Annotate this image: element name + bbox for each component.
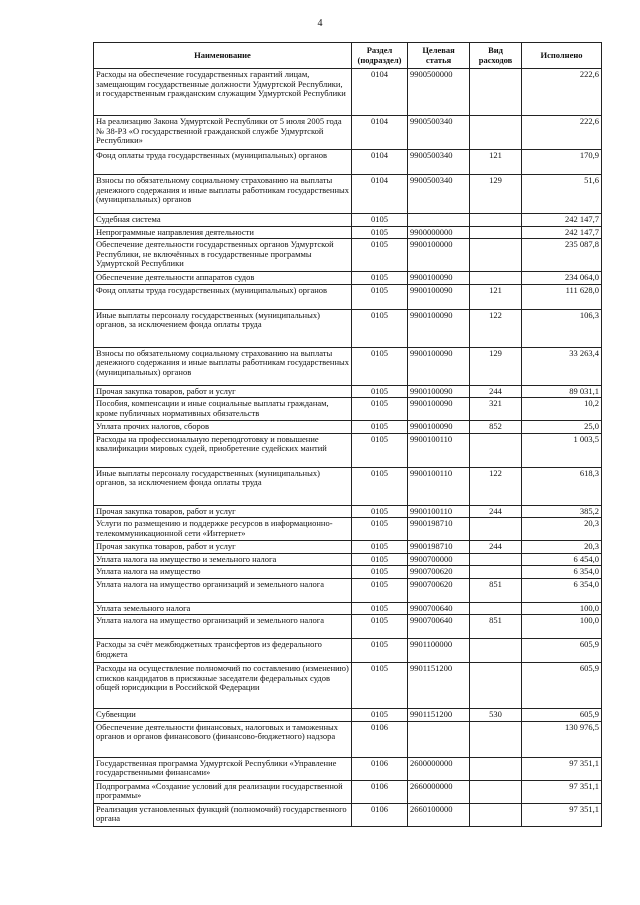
header-expense: Вид расходов bbox=[470, 43, 522, 69]
cell-expense bbox=[470, 239, 522, 272]
cell-target: 2660000000 bbox=[408, 780, 470, 803]
cell-name: Взносы по обязательному социальному страхованию на выплаты денежного содержания и иные выплаты работникам государственных (муниципальных) органов bbox=[94, 347, 352, 385]
cell-amount: 100,0 bbox=[522, 615, 602, 639]
cell-name: Расходы на профессиональную переподготовку и повышение квалификации мировых судей, приобретение судейских мантий bbox=[94, 433, 352, 467]
cell-target: 9901151200 bbox=[408, 709, 470, 722]
cell-target: 2660100000 bbox=[408, 803, 470, 826]
table-row bbox=[94, 239, 602, 272]
cell-name: Государственная программа Удмуртской Республики «Управление государственными финансами» bbox=[94, 757, 352, 780]
cell-target: 9900100110 bbox=[408, 467, 470, 505]
cell-name: Расходы за счёт межбюджетных трансфертов из федерального бюджета bbox=[94, 639, 352, 663]
cell-section: 0105 bbox=[352, 272, 408, 285]
cell-section: 0105 bbox=[352, 347, 408, 385]
cell-expense bbox=[470, 566, 522, 579]
cell-target: 9900100090 bbox=[408, 284, 470, 309]
cell-name: Реализация установленных функций (полномочий) государственного органа bbox=[94, 803, 352, 826]
cell-amount: 111 628,0 bbox=[522, 284, 602, 309]
cell-expense: 129 bbox=[470, 175, 522, 214]
cell-target: 9900500340 bbox=[408, 175, 470, 214]
cell-amount: 170,9 bbox=[522, 150, 602, 175]
header-target: Целевая статья bbox=[408, 43, 470, 69]
cell-amount: 106,3 bbox=[522, 309, 602, 347]
cell-name: Услуги по размещению и поддержке ресурсов в информационно-телекоммуникационной сети «Интернет» bbox=[94, 518, 352, 541]
cell-amount: 10,2 bbox=[522, 398, 602, 421]
cell-section: 0106 bbox=[352, 721, 408, 757]
table-row bbox=[94, 721, 602, 757]
cell-target: 9900100090 bbox=[408, 398, 470, 421]
table-row bbox=[94, 639, 602, 663]
cell-target: 9900100000 bbox=[408, 239, 470, 272]
cell-amount: 97 351,1 bbox=[522, 757, 602, 780]
cell-section: 0105 bbox=[352, 309, 408, 347]
cell-name: Фонд оплаты труда государственных (муниципальных) органов bbox=[94, 284, 352, 309]
cell-section: 0105 bbox=[352, 663, 408, 709]
page-number: 4 bbox=[317, 18, 323, 29]
cell-target: 9900700640 bbox=[408, 615, 470, 639]
cell-amount: 222,6 bbox=[522, 69, 602, 116]
cell-name: Расходы на осуществление полномочий по составлению (изменению) списков кандидатов в присяжные заседатели федеральных судов общей юрисдикции в Российской Федерации bbox=[94, 663, 352, 709]
cell-section: 0105 bbox=[352, 433, 408, 467]
cell-target: 9900100090 bbox=[408, 309, 470, 347]
cell-name: Иные выплаты персоналу государственных (муниципальных) органов, за исключением фонда оплаты труда bbox=[94, 467, 352, 505]
cell-target: 9901100000 bbox=[408, 639, 470, 663]
cell-section: 0105 bbox=[352, 553, 408, 566]
table-row bbox=[94, 214, 602, 227]
table-row bbox=[94, 385, 602, 398]
cell-expense: 121 bbox=[470, 284, 522, 309]
table-row bbox=[94, 518, 602, 541]
cell-expense bbox=[470, 803, 522, 826]
cell-section: 0104 bbox=[352, 116, 408, 150]
cell-name: Непрограммные направления деятельности bbox=[94, 226, 352, 239]
cell-section: 0105 bbox=[352, 284, 408, 309]
cell-amount: 618,3 bbox=[522, 467, 602, 505]
cell-expense bbox=[470, 721, 522, 757]
cell-section: 0105 bbox=[352, 239, 408, 272]
cell-amount: 20,3 bbox=[522, 541, 602, 554]
cell-section: 0105 bbox=[352, 467, 408, 505]
cell-expense: 852 bbox=[470, 421, 522, 434]
table-row bbox=[94, 467, 602, 505]
cell-name: Уплата налога на имущество bbox=[94, 566, 352, 579]
table-row bbox=[94, 553, 602, 566]
cell-amount: 97 351,1 bbox=[522, 803, 602, 826]
cell-amount: 222,6 bbox=[522, 116, 602, 150]
cell-name: Прочая закупка товаров, работ и услуг bbox=[94, 385, 352, 398]
cell-target: 9900500000 bbox=[408, 69, 470, 116]
cell-expense bbox=[470, 226, 522, 239]
cell-target: 9900700620 bbox=[408, 578, 470, 602]
cell-amount: 6 454,0 bbox=[522, 553, 602, 566]
table-row bbox=[94, 709, 602, 722]
table-row bbox=[94, 309, 602, 347]
cell-expense: 129 bbox=[470, 347, 522, 385]
budget-execution-table bbox=[93, 42, 602, 827]
table-row bbox=[94, 505, 602, 518]
table-row bbox=[94, 663, 602, 709]
cell-expense bbox=[470, 69, 522, 116]
cell-target: 9900100090 bbox=[408, 347, 470, 385]
table-row bbox=[94, 433, 602, 467]
table-row bbox=[94, 566, 602, 579]
cell-name: Уплата земельного налога bbox=[94, 602, 352, 615]
cell-amount: 605,9 bbox=[522, 663, 602, 709]
cell-expense bbox=[470, 602, 522, 615]
cell-expense bbox=[470, 433, 522, 467]
cell-expense: 244 bbox=[470, 505, 522, 518]
table-row bbox=[94, 347, 602, 385]
cell-expense: 851 bbox=[470, 615, 522, 639]
table-row bbox=[94, 116, 602, 150]
cell-section: 0105 bbox=[352, 385, 408, 398]
cell-name: Прочая закупка товаров, работ и услуг bbox=[94, 541, 352, 554]
table-row bbox=[94, 780, 602, 803]
header-name: Наименование bbox=[94, 43, 352, 69]
table-row bbox=[94, 272, 602, 285]
cell-section: 0104 bbox=[352, 69, 408, 116]
table-row bbox=[94, 284, 602, 309]
table-row bbox=[94, 69, 602, 116]
cell-amount: 6 354,0 bbox=[522, 566, 602, 579]
cell-section: 0105 bbox=[352, 226, 408, 239]
cell-expense bbox=[470, 272, 522, 285]
cell-expense bbox=[470, 757, 522, 780]
cell-section: 0105 bbox=[352, 639, 408, 663]
cell-expense: 122 bbox=[470, 467, 522, 505]
cell-section: 0105 bbox=[352, 214, 408, 227]
cell-expense: 122 bbox=[470, 309, 522, 347]
cell-expense: 244 bbox=[470, 541, 522, 554]
cell-target: 9900100090 bbox=[408, 385, 470, 398]
cell-target: 9900500340 bbox=[408, 116, 470, 150]
cell-target: 9900100110 bbox=[408, 433, 470, 467]
cell-amount: 235 087,8 bbox=[522, 239, 602, 272]
cell-amount: 242 147,7 bbox=[522, 226, 602, 239]
cell-expense bbox=[470, 553, 522, 566]
cell-amount: 100,0 bbox=[522, 602, 602, 615]
cell-target: 9900000000 bbox=[408, 226, 470, 239]
cell-name: Судебная система bbox=[94, 214, 352, 227]
cell-amount: 51,6 bbox=[522, 175, 602, 214]
cell-target: 9900700620 bbox=[408, 566, 470, 579]
cell-name: Подпрограмма «Создание условий для реализации государственной программы» bbox=[94, 780, 352, 803]
cell-expense: 244 bbox=[470, 385, 522, 398]
cell-section: 0105 bbox=[352, 421, 408, 434]
table-row bbox=[94, 803, 602, 826]
table-body bbox=[94, 69, 602, 827]
cell-target: 9901151200 bbox=[408, 663, 470, 709]
cell-name: Субвенции bbox=[94, 709, 352, 722]
cell-expense: 851 bbox=[470, 578, 522, 602]
cell-expense: 530 bbox=[470, 709, 522, 722]
cell-name: Обеспечение деятельности финансовых, налоговых и таможенных органов и органов финансового (финансово-бюджетного) надзора bbox=[94, 721, 352, 757]
cell-name: На реализацию Закона Удмуртской Республики от 5 июля 2005 года № 38-РЗ «О государственной гражданской службе Удмуртской Республики» bbox=[94, 116, 352, 150]
cell-section: 0106 bbox=[352, 757, 408, 780]
cell-target bbox=[408, 214, 470, 227]
cell-target bbox=[408, 721, 470, 757]
cell-name: Взносы по обязательному социальному страхованию на выплаты денежного содержания и иные выплаты работникам государственных (муниципальных) органов bbox=[94, 175, 352, 214]
cell-amount: 605,9 bbox=[522, 639, 602, 663]
cell-amount: 20,3 bbox=[522, 518, 602, 541]
cell-section: 0105 bbox=[352, 566, 408, 579]
cell-target: 9900198710 bbox=[408, 541, 470, 554]
table-row bbox=[94, 757, 602, 780]
cell-expense bbox=[470, 116, 522, 150]
table-row bbox=[94, 421, 602, 434]
header-section: Раздел (подраздел) bbox=[352, 43, 408, 69]
cell-section: 0106 bbox=[352, 803, 408, 826]
table-row bbox=[94, 398, 602, 421]
cell-name: Иные выплаты персоналу государственных (муниципальных) органов, за исключением фонда оплаты труда bbox=[94, 309, 352, 347]
cell-name: Пособия, компенсации и иные социальные выплаты гражданам, кроме публичных нормативных обязательств bbox=[94, 398, 352, 421]
cell-name: Уплата налога на имущество организаций и земельного налога bbox=[94, 615, 352, 639]
cell-expense: 121 bbox=[470, 150, 522, 175]
cell-amount: 25,0 bbox=[522, 421, 602, 434]
cell-target: 9900100110 bbox=[408, 505, 470, 518]
cell-expense bbox=[470, 780, 522, 803]
cell-expense bbox=[470, 663, 522, 709]
cell-expense: 321 bbox=[470, 398, 522, 421]
cell-target: 2600000000 bbox=[408, 757, 470, 780]
cell-target: 9900198710 bbox=[408, 518, 470, 541]
cell-name: Уплата налога на имущество и земельного налога bbox=[94, 553, 352, 566]
cell-name: Обеспечение деятельности государственных органов Удмуртской Республики, не включённых в государственные программы Удмуртской Республики bbox=[94, 239, 352, 272]
cell-section: 0105 bbox=[352, 398, 408, 421]
cell-section: 0105 bbox=[352, 578, 408, 602]
table-row bbox=[94, 615, 602, 639]
table-header-row bbox=[94, 43, 602, 69]
cell-section: 0105 bbox=[352, 518, 408, 541]
cell-amount: 1 003,5 bbox=[522, 433, 602, 467]
cell-amount: 234 064,0 bbox=[522, 272, 602, 285]
cell-target: 9900100090 bbox=[408, 272, 470, 285]
cell-expense bbox=[470, 214, 522, 227]
cell-section: 0104 bbox=[352, 175, 408, 214]
table-row bbox=[94, 175, 602, 214]
cell-target: 9900100090 bbox=[408, 421, 470, 434]
cell-section: 0105 bbox=[352, 541, 408, 554]
cell-name: Обеспечение деятельности аппаратов судов bbox=[94, 272, 352, 285]
cell-name: Уплата прочих налогов, сборов bbox=[94, 421, 352, 434]
cell-section: 0106 bbox=[352, 780, 408, 803]
cell-expense bbox=[470, 518, 522, 541]
table-row bbox=[94, 602, 602, 615]
header-amount: Исполнено bbox=[522, 43, 602, 69]
cell-name: Расходы на обеспечение государственных гарантий лицам, замещающим государственные должности Удмуртской Республики, и государственным гражданским служащим Удмуртской Республики bbox=[94, 69, 352, 116]
table-row bbox=[94, 541, 602, 554]
table-row bbox=[94, 226, 602, 239]
cell-amount: 97 351,1 bbox=[522, 780, 602, 803]
cell-name: Фонд оплаты труда государственных (муниципальных) органов bbox=[94, 150, 352, 175]
cell-target: 9900500340 bbox=[408, 150, 470, 175]
cell-name: Уплата налога на имущество организаций и земельного налога bbox=[94, 578, 352, 602]
cell-target: 9900700640 bbox=[408, 602, 470, 615]
cell-amount: 33 263,4 bbox=[522, 347, 602, 385]
cell-section: 0105 bbox=[352, 615, 408, 639]
cell-name: Прочая закупка товаров, работ и услуг bbox=[94, 505, 352, 518]
cell-section: 0105 bbox=[352, 709, 408, 722]
cell-target: 9900700000 bbox=[408, 553, 470, 566]
cell-amount: 6 354,0 bbox=[522, 578, 602, 602]
cell-amount: 242 147,7 bbox=[522, 214, 602, 227]
cell-section: 0105 bbox=[352, 602, 408, 615]
cell-expense bbox=[470, 639, 522, 663]
table-row bbox=[94, 150, 602, 175]
cell-amount: 130 976,5 bbox=[522, 721, 602, 757]
table-row bbox=[94, 578, 602, 602]
cell-amount: 385,2 bbox=[522, 505, 602, 518]
cell-section: 0105 bbox=[352, 505, 408, 518]
cell-section: 0104 bbox=[352, 150, 408, 175]
cell-amount: 605,9 bbox=[522, 709, 602, 722]
cell-amount: 89 031,1 bbox=[522, 385, 602, 398]
